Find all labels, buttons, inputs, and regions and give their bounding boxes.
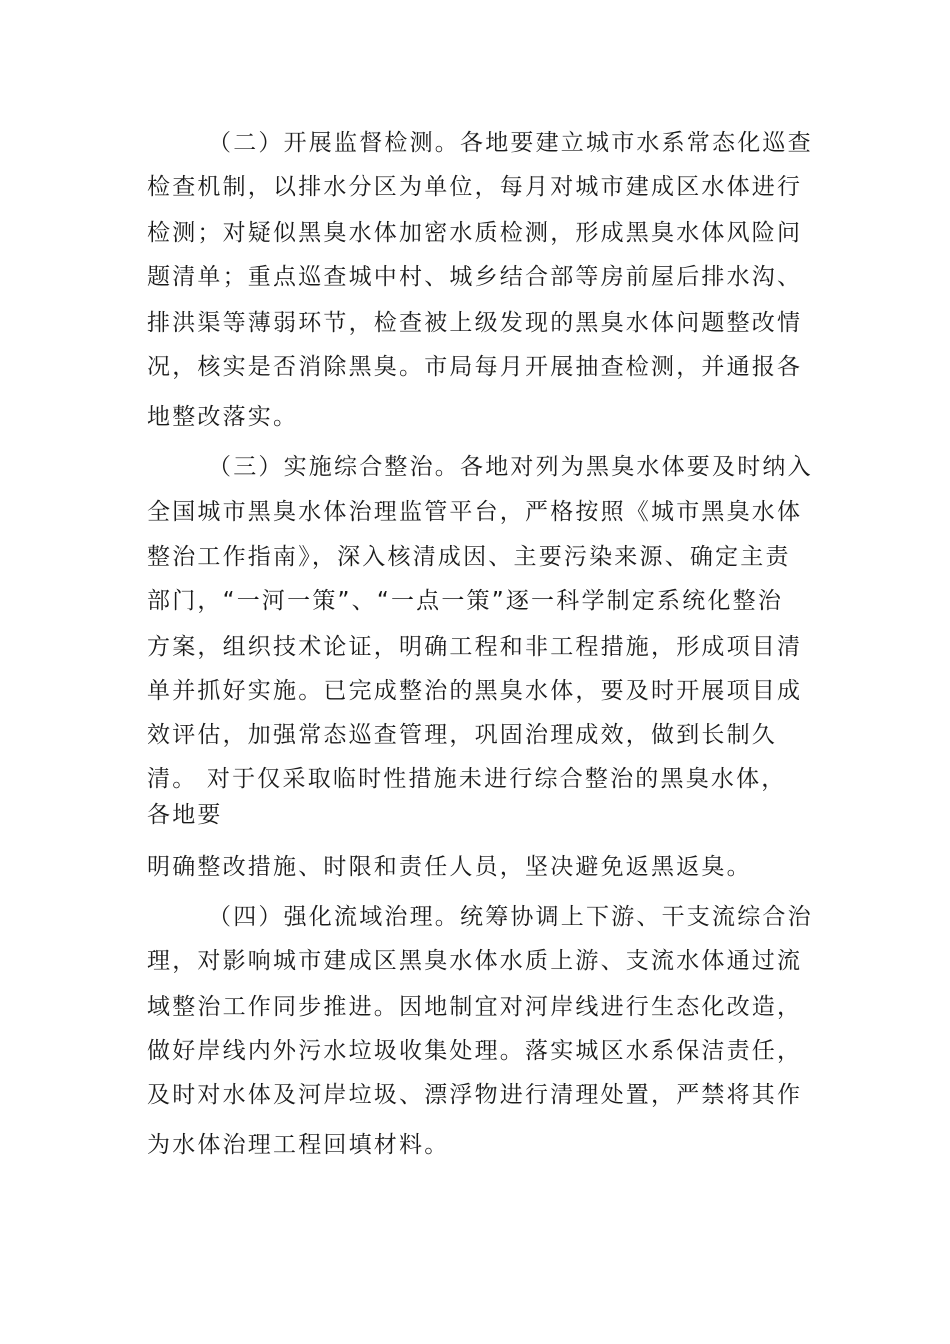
text-line: 况，核实是否消除黑臭。市局每月开展抽查检测，并通报各 [147, 354, 803, 380]
text-line: 为水体治理工程回填材料。 [147, 1132, 450, 1158]
text-line: 检测；对疑似黑臭水体加密水质检测，形成黑臭水体风险问 [147, 220, 803, 246]
text-line: 明确整改措施、时限和责任人员，坚决避免返黑返臭。 [147, 854, 752, 880]
text-line: 单并抓好实施。已完成整治的黑臭水体，要及时开展项目成 [147, 678, 803, 704]
text-line: 效评估，加强常态巡查管理，巩固治理成效，做到长制久 [147, 722, 777, 748]
text-line: 清。 对于仅采取临时性措施未进行综合整治的黑臭水体， [147, 766, 787, 792]
text-line: 及时对水体及河岸垃圾、漂浮物进行清理处置，严禁将其作 [147, 1082, 803, 1108]
text-line: 排洪渠等薄弱环节，检查被上级发现的黑臭水体问题整改情 [147, 310, 803, 336]
text-line: 地整改落实。 [147, 404, 299, 430]
text-line: 全国城市黑臭水体治理监管平台，严格按照《城市黑臭水体 [147, 499, 803, 525]
text-line: 各地要 [147, 802, 223, 828]
text-line: 题清单；重点巡查城中村、城乡结合部等房前屋后排水沟、 [147, 264, 803, 290]
text-line: （三）实施综合整治。各地对列为黑臭水体要及时纳入 [208, 454, 813, 480]
text-line: 部门，“一河一策”、“一点一策”逐一科学制定系统化整治 [147, 588, 784, 614]
text-line: （四）强化流域治理。统筹协调上下游、干支流综合治 [208, 904, 813, 930]
text-line: （二）开展监督检测。各地要建立城市水系常态化巡查 [208, 130, 813, 156]
text-line: 做好岸线内外污水垃圾收集处理。落实城区水系保洁责任， [147, 1038, 803, 1064]
text-line: 检查机制，以排水分区为单位，每月对城市建成区水体进行 [147, 174, 803, 200]
text-line: 域整治工作同步推进。因地制宜对河岸线进行生态化改造， [147, 994, 803, 1020]
text-line: 方案，组织技术论证，明确工程和非工程措施，形成项目清 [147, 634, 803, 660]
text-line: 整治工作指南》，深入核清成因、主要污染来源、确定主责 [147, 544, 791, 570]
text-line: 理，对影响城市建成区黑臭水体水质上游、支流水体通过流 [147, 948, 803, 974]
